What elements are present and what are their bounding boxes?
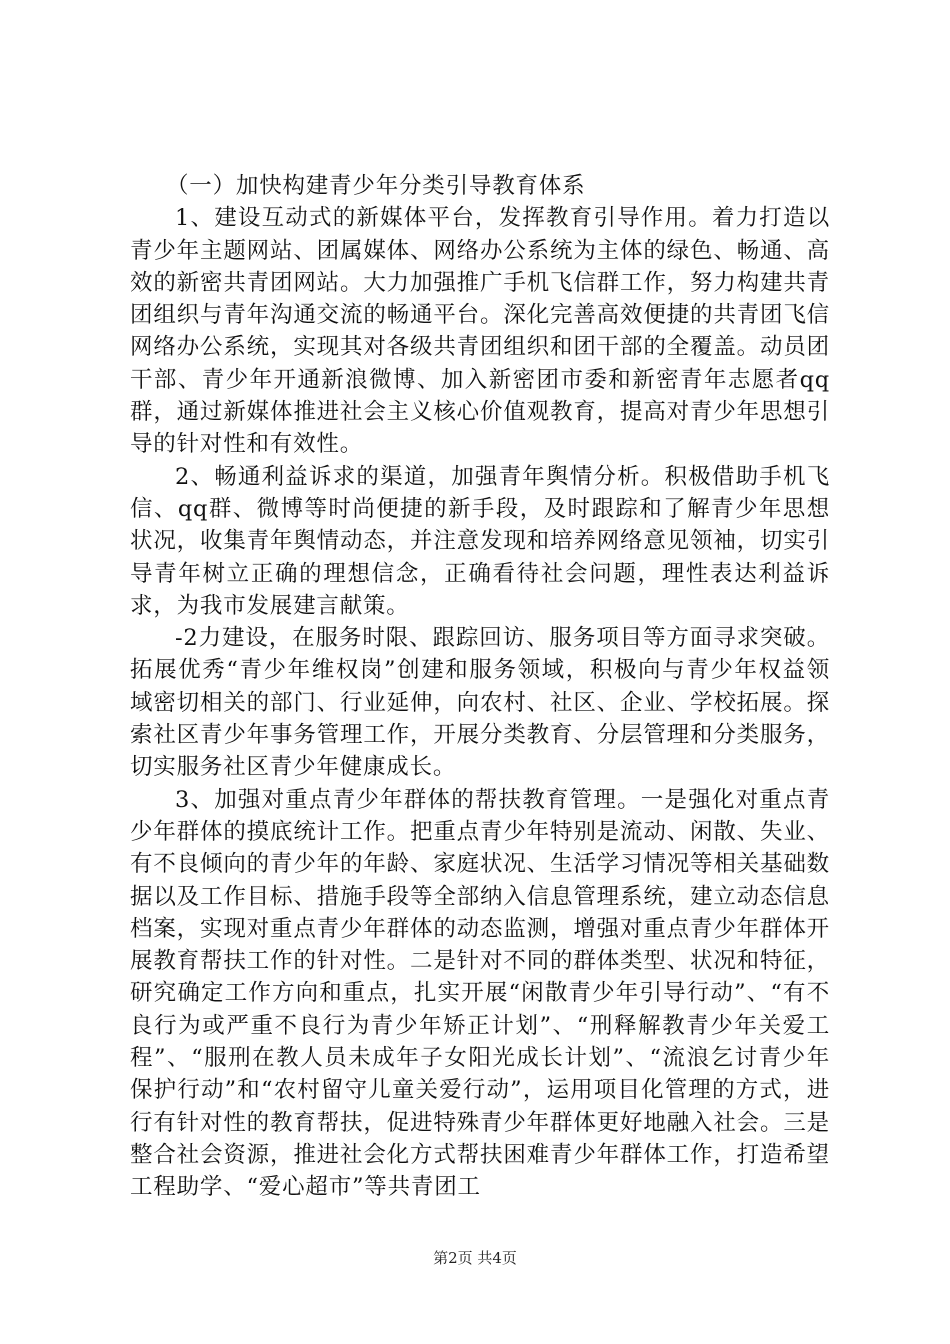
paragraph-service-capacity: -2力建设，在服务时限、跟踪回访、服务项目等方面寻求突破。拓展优秀“青少年维权岗”创建和服务领域，积极向与青少年权益领域密切相关的部门、行业延伸，向农村、社区、企业、学校拓展。探索社区青少年事务管理工作，开展分类教育、分层管理和分类服务，切实服务社区青少年健康成长。 — [130, 625, 830, 781]
document-body — [130, 170, 830, 1204]
paragraph-new-media-platform: 1、建设互动式的新媒体平台，发挥教育引导作用。着力打造以青少年主题网站、团属媒体、网络办公系统为主体的绿色、畅通、高效的新密共青团网站。大力加强推广手机飞信群工作，努力构建共青团组织与青年沟通交流的畅通平台。深化完善高效便捷的共青团飞信网络办公系统，实现其对各级共青团组织和团干部的全覆盖。动员团干部、青少年开通新浪微博、加入新密团市委和新密青年志愿者qq群，通过新媒体推进社会主义核心价值观教育，提高对青少年思想引导的针对性和有效性。 — [130, 205, 830, 458]
section-heading: （一）加快构建青少年分类引导教育体系 — [166, 173, 586, 199]
paragraph-key-youth-groups: 3、加强对重点青少年群体的帮扶教育管理。一是强化对重点青少年群体的摸底统计工作。把重点青少年特别是流动、闲散、失业、有不良倾向的青少年的年龄、家庭状况、生活学习情况等相关基础数据以及工作目标、措施手段等全部纳入信息管理系统，建立动态信息档案，实现对重点青少年群体的动态监测，增强对重点青少年群体开展教育帮扶工作的针对性。二是针对不同的群体类型、状况和特征，研究确定工作方向和重点，扎实开展“闲散青少年引导行动”、“有不良行为或严重不良行为青少年矫正计划”、“刑释解教青少年关爱工程”、“服刑在教人员未成年子女阳光成长计划”、“流浪乞讨青少年保护行动”和“农村留守儿童关爱行动”，运用项目化管理的方式，进行有针对性的教育帮扶，促进特殊青少年群体更好地融入社会。三是整合社会资源，推进社会化方式帮扶困难青少年群体工作，打造希望工程助学、“爱心超市”等共青团工 — [130, 786, 830, 1201]
paragraph-interest-channels: 2、畅通利益诉求的渠道，加强青年舆情分析。积极借助手机飞信、qq群、微博等时尚便捷的新手段，及时跟踪和了解青少年思想状况，收集青年舆情动态，并注意发现和培养网络意见领袖，切实引导青年树立正确的理想信念，正确看待社会问题，理性表达利益诉求，为我市发展建言献策。 — [130, 463, 830, 619]
page-number-footer: 第2页 共4页 — [433, 1249, 517, 1267]
